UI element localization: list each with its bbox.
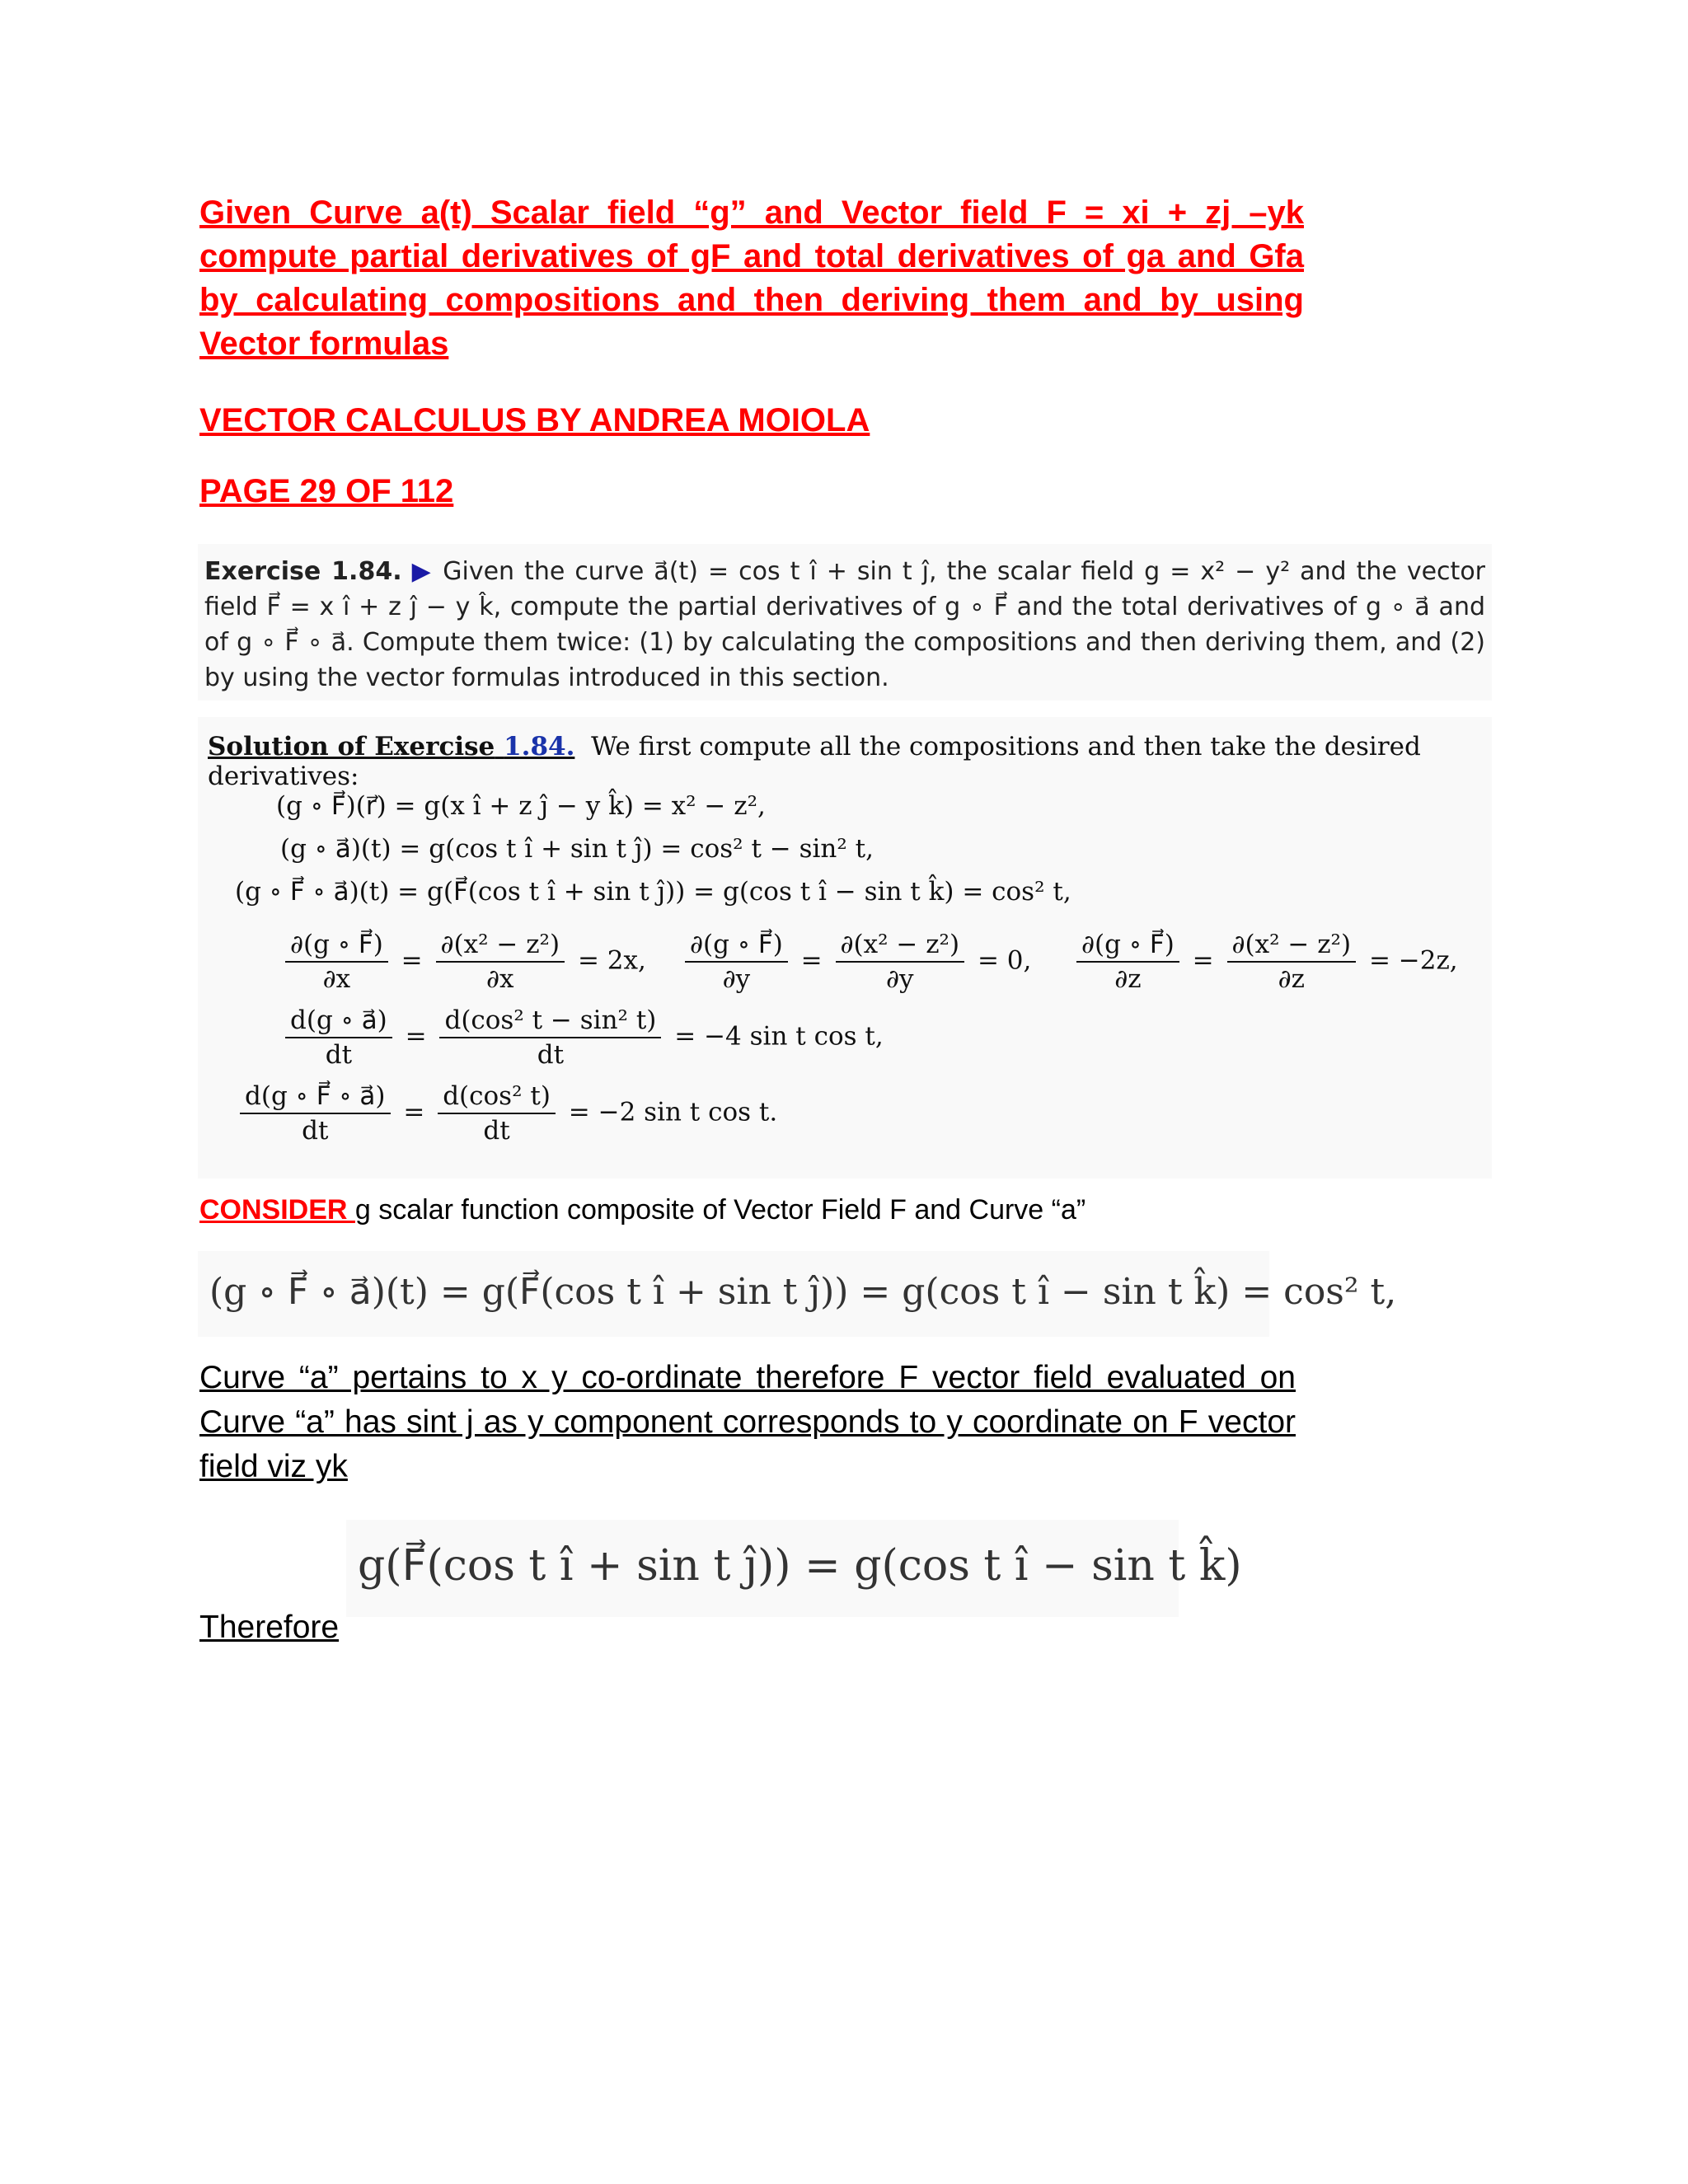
composition-ga: (g ∘ a⃗)(t) = g(cos t î + sin t ĵ) = cos² t − sin² t,: [280, 834, 874, 864]
total-derivative-ga: $\frac{d(g \circ a⃗)}{dt}$ = $\frac{\text{d(cos² t − sin² t)}}{dt}$ = −4 sin t cos t,: [280, 1005, 884, 1070]
therefore-label: Therefore: [199, 1610, 340, 1645]
consider-keyword: CONSIDER: [199, 1194, 355, 1226]
partial-derivative-z: $\frac{\partial(g \circ F⃗)}{\partial z}$ = $\frac{\text{∂(x² − z²)}}{\partial z}$ = −2z,: [1071, 930, 1458, 994]
total-derivative-gFa: $\frac{d(g \circ F⃗ \circ a⃗)}{dt}$ = $\frac{\text{d(cos² t)}}{dt}$ = −2 sin t cos t.: [235, 1081, 777, 1146]
exercise-excerpt: [198, 544, 1492, 701]
composition-equation-large: (g ∘ F⃗ ∘ a⃗)(t) = g(F⃗(cos t î + sin t ĵ)) = g(cos t î − sin t k̂) = cos² t,: [198, 1251, 1269, 1337]
composition-gF: (g ∘ F⃗)(r⃗) = g(x î + z ĵ − y k̂) = x² − z²,: [276, 791, 766, 821]
book-title: VECTOR CALCULUS BY ANDREA MOIOLA: [199, 402, 870, 438]
solution-label: Solution of Exercise 1.84.: [208, 732, 575, 762]
solution-excerpt: [198, 717, 1492, 1179]
exercise-reference-link[interactable]: 1.84.: [504, 732, 575, 762]
evaluation-equation-large: g(F⃗(cos t î + sin t ĵ)) = g(cos t î − sin t k̂): [346, 1520, 1179, 1617]
composition-gFa: (g ∘ F⃗ ∘ a⃗)(t) = g(F⃗(cos t î + sin t ĵ)) = g(cos t î − sin t k̂) = cos² t,: [235, 877, 1071, 907]
solution-intro: Solution of Exercise 1.84. We first compute all the compositions and then take the desired derivatives:: [208, 732, 1421, 791]
partial-derivative-y: $\frac{\partial(g \circ F⃗)}{\partial y}$ = $\frac{\text{∂(x² − z²)}}{\partial y}$ = 0,: [680, 930, 1031, 994]
page-reference: PAGE 29 OF 112: [199, 473, 454, 509]
partial-derivative-x: $\frac{\partial(g \circ F⃗)}{\partial x}$ = $\frac{\text{∂(x² − z²)}}{\partial x}$ = 2x,: [280, 930, 646, 994]
explanation-paragraph: Curve “a” pertains to x y co-ordinate therefore F vector field evaluated on Curve “a” has sint j as y component corresponds to y coordinate on F vector field viz yk: [199, 1360, 1296, 1484]
exercise-label: Exercise 1.84.: [204, 557, 402, 586]
exercise-text: Given the curve a⃗(t) = cos t î + sin t ĵ, the scalar field g = x² − y² and the vector field F⃗ = x î + z ĵ − y k̂, compute the partial derivatives of g ∘ F⃗ and the total derivatives of g ∘ a⃗ and of g ∘ F⃗ ∘ a⃗. Compute them twice: (1) by calculating the compositions and then deriving them, and (2) by using the vector formulas introduced in this section.: [204, 557, 1486, 692]
triangle-arrow-icon: ▶: [411, 557, 434, 586]
consider-note: CONSIDER g scalar function composite of Vector Field F and Curve “a”: [199, 1194, 1086, 1226]
document-title: Given Curve a(t) Scalar field “g” and Vector field F = xi + zj –yk compute partial derivatives of gF and total derivatives of ga and Gfa by calculating compositions and then deriving them and by using Vector formulas: [199, 194, 1304, 362]
